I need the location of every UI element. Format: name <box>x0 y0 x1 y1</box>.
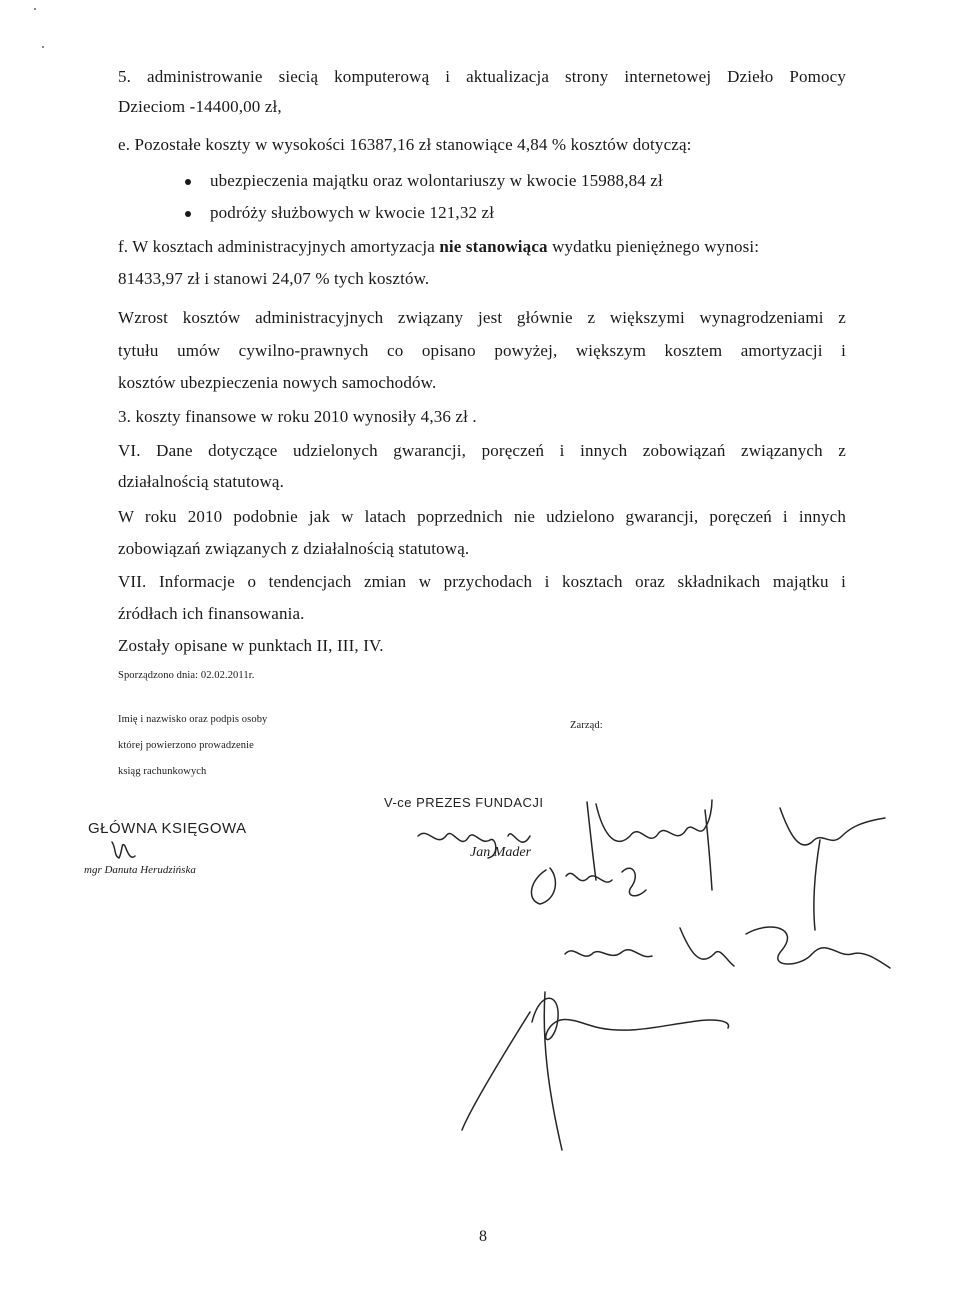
chief-accountant-name: mgr Danuta Herudzińska <box>84 864 196 876</box>
text-line-11: działalnością statutową. <box>118 472 284 491</box>
accountant-caption-3: ksiąg rachunkowych <box>118 766 207 777</box>
board-caption: Zarząd: <box>570 720 603 731</box>
text-line-14: VII. Informacje o tendencjach zmian w przychodach i kosztach oraz składnikach majątku i <box>118 572 846 591</box>
text-line-10: VI. Dane dotyczące udzielonych gwarancji, poręczeń i innych zobowiązań związanych z <box>118 441 846 460</box>
accountant-caption-2: której powierzono prowadzenie <box>118 740 254 751</box>
text-line-6: Wzrost kosztów administracyjnych związany jest głównie z większymi wynagrodzeniami z <box>118 308 846 327</box>
bold-phrase: nie stanowiąca <box>439 237 548 256</box>
text-line-13: zobowiązań związanych z działalnością statutową. <box>118 539 470 558</box>
text-line-2: Dzieciom -14400,00 zł, <box>118 97 282 116</box>
text-line-3: e. Pozostałe koszty w wysokości 16387,16 zł stanowiące 4,84 % kosztów dotyczą: <box>118 135 692 154</box>
text-line-15: źródłach ich finansowania. <box>118 604 305 623</box>
text-line-8: kosztów ubezpieczenia nowych samochodów. <box>118 373 437 392</box>
text-line-1: 5. administrowanie siecią komputerową i aktualizacja strony internetowej Dzieło Pomocy <box>118 67 846 86</box>
text-line-5: 81433,97 zł i stanowi 24,07 % tych kosztów. <box>118 269 430 288</box>
chief-accountant-stamp: GŁÓWNA KSIĘGOWA <box>88 820 247 837</box>
text-line-12: W roku 2010 podobnie jak w latach poprzednich nie udzielono gwarancji, poręczeń i innych <box>118 507 846 526</box>
text-line-4-part-a: f. W kosztach administracyjnych amortyzacja <box>118 237 435 256</box>
vice-president-stamp: V-ce PREZES FUNDACJI <box>384 795 544 810</box>
vice-president-name: Jan Mader <box>470 845 532 860</box>
bullet-item-1: ubezpieczenia majątku oraz wolontariuszy w kwocie 15988,84 zł <box>210 171 663 190</box>
accountant-caption-1: Imię i nazwisko oraz podpis osoby <box>118 714 268 725</box>
text-line-9: 3. koszty finansowe w roku 2010 wynosiły 4,36 zł . <box>118 407 477 426</box>
bullet-item-2: podróży służbowych w kwocie 121,32 zł <box>210 203 495 222</box>
page-number: 8 <box>479 1228 487 1245</box>
text-line-4-part-c: wydatku pieniężnego wynosi: <box>552 237 760 256</box>
text-line-7: tytułu umów cywilno-prawnych co opisano powyżej, większym kosztem amortyzacji i <box>118 341 846 360</box>
text-line-16: Zostały opisane w punktach II, III, IV. <box>118 636 384 655</box>
date-line: Sporządzono dnia: 02.02.2011r. <box>118 670 255 681</box>
